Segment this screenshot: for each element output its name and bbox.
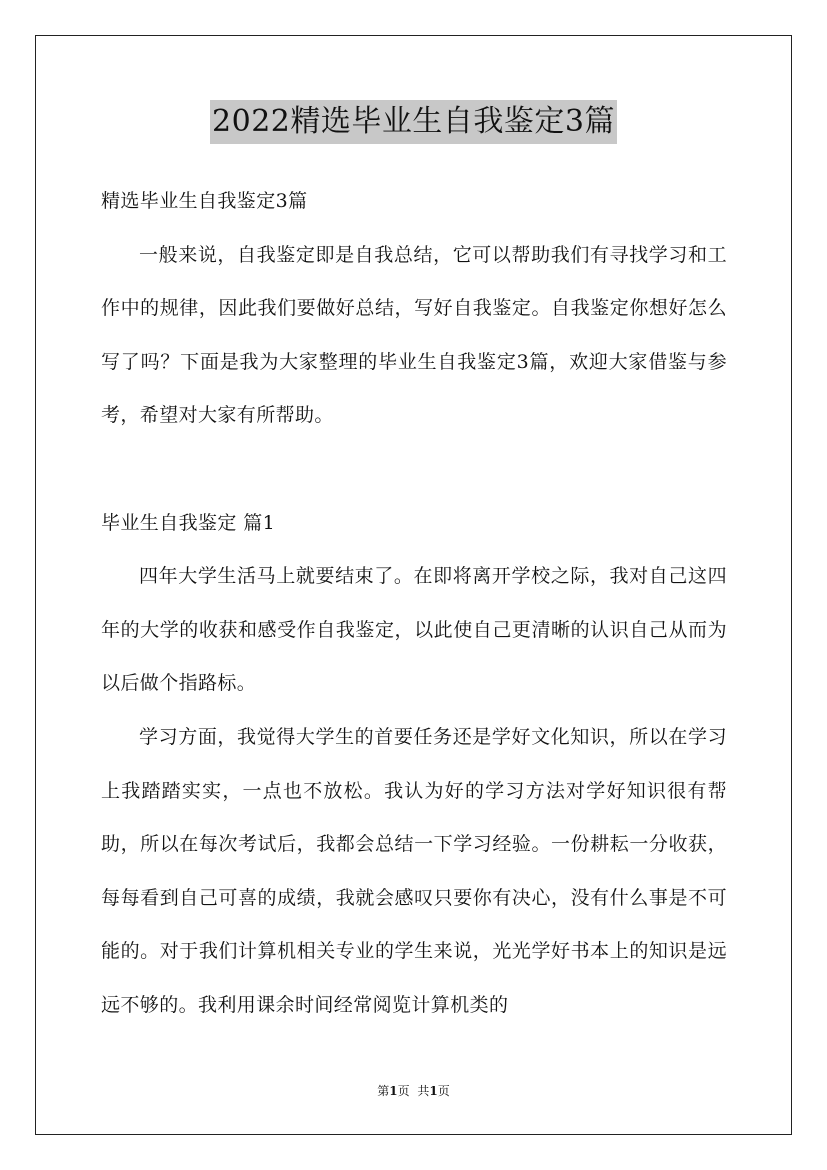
body-paragraph: 四年大学生活马上就要结束了。在即将离开学校之际，我对自己这四年的大学的收获和感受作自我鉴定，以此使自己更清晰的认识自己从而为以后做个指路标。 — [101, 565, 727, 695]
section-spacer — [101, 443, 727, 497]
subtitle: 精选毕业生自我鉴定3篇 — [101, 190, 308, 212]
document-body — [101, 175, 727, 1033]
page-footer — [0, 1083, 827, 1099]
total-pages: 1 — [429, 1084, 438, 1098]
body-paragraph: 学习方面，我觉得大学生的首要任务还是学好文化知识，所以在学习上我踏踏实实，一点也不放松。我认为好的学习方法对学好知识很有帮助，所以在每次考试后，我都会总结一下学习经验。一份耕耘一分收获，每每看到自己可喜的成绩，我就会感叹只要你有决心，没有什么事是不可能的。对于我们计算机相关专业的学生来说，光光学好书本上的知识是远远不够的。我利用课余时间经常阅览计算机类的 — [101, 725, 727, 1016]
total-label-prefix: 共 — [417, 1084, 430, 1098]
page-label-prefix: 第 — [377, 1084, 390, 1098]
title-container — [0, 100, 827, 144]
total-label-suffix: 页 — [437, 1084, 450, 1098]
page-number: 1 — [389, 1084, 398, 1098]
page-label-suffix: 页 — [397, 1084, 410, 1098]
document-title: 2022精选毕业生自我鉴定3篇 — [210, 100, 617, 144]
intro-paragraph: 一般来说，自我鉴定即是自我总结，它可以帮助我们有寻找学习和工作中的规律，因此我们要做好总结，写好自我鉴定。自我鉴定你想好怎么写了吗？下面是我为大家整理的毕业生自我鉴定3篇，欢迎大家借鉴与参考，希望对大家有所帮助。 — [101, 243, 727, 427]
section-heading: 毕业生自我鉴定 篇1 — [101, 511, 276, 534]
